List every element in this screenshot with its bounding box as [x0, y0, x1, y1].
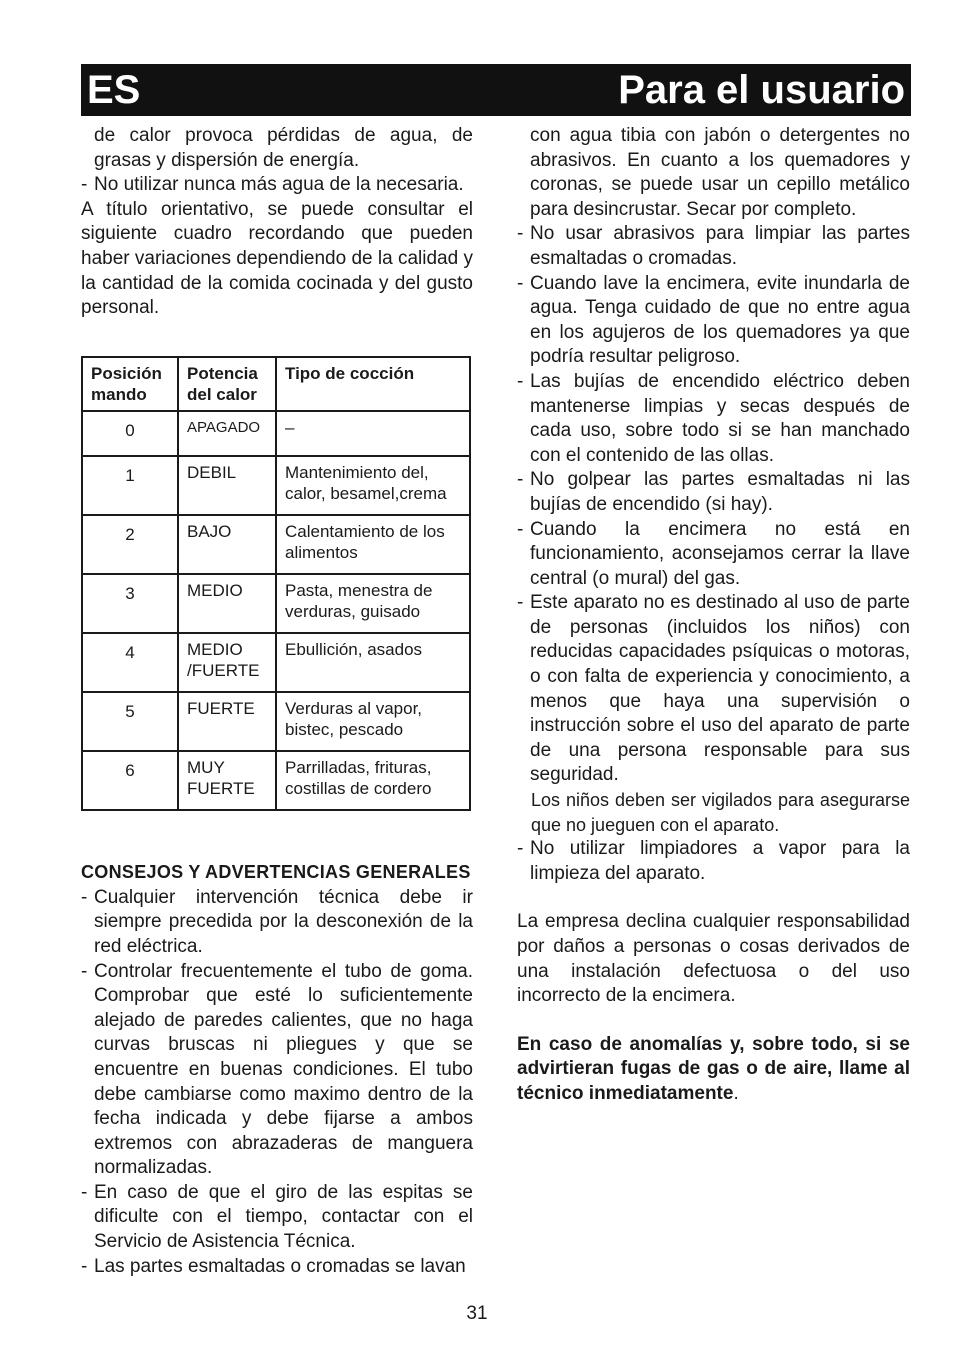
right-column [517, 124, 910, 1107]
paragraph: A título orientativo, se puede consultar el siguiente cuadro recordando que pueden haber variaciones dependiendo de la calidad y la cantidad de la comida cocinada y del gusto personal. [81, 198, 473, 319]
table-cell: DEBIL [178, 456, 276, 515]
table-cell: Verduras al vapor, bistec, pescado [276, 692, 470, 751]
table-cell: MEDIO [178, 574, 276, 633]
warning-period: . [733, 1082, 739, 1104]
table-row [82, 515, 470, 574]
paragraph: La empresa declina cualquier responsabilidad por daños a personas o cosas derivados de una instalación defectuosa o del uso incorrecto de la encimera. [517, 911, 910, 1007]
bullet-item: - Cualquier intervención técnica debe ir siempre precedida por la desconexión de la red eléctrica. [81, 886, 473, 957]
table-cell: 2 [82, 515, 178, 574]
note: Los niños deben ser vigilados para asegurarse que no jueguen con el aparato. [531, 790, 910, 835]
table-cell: 4 [82, 633, 178, 692]
left-column [81, 124, 473, 1279]
bullet-item: - No usar abrasivos para limpiar las partes esmaltadas o cromadas. [517, 223, 910, 269]
table-cell: MUY FUERTE [178, 751, 276, 810]
spacer [517, 1009, 910, 1033]
table-cell: – [276, 411, 470, 456]
table-cell: Calentamiento de los alimentos [276, 515, 470, 574]
table-cell: 5 [82, 692, 178, 751]
warning-text: En caso de anomalías y, sobre todo, si se advirtieran fugas de gas o de aire, llame al técnico inmediatamente [517, 1033, 910, 1104]
table-row [82, 633, 470, 692]
bullet-item: - En caso de que el giro de las espitas se dificulte con el tiempo, contactar con el Servicio de Asistencia Técnica. [81, 1181, 473, 1253]
bullet-item: - Las bujías de encendido eléctrico deben mantenerse limpias y secas después de cada uso, sobre todo si se han manchado con el contenido de las ollas. [517, 370, 910, 466]
table-row [82, 411, 470, 456]
bullet-item: - Cuando lave la encimera, evite inundarla de agua. Tenga cuidado de que no entre agua en los agujeros de los quemadores ya que podría resultar peligroso. [517, 272, 910, 368]
page-title: Para el usuario [618, 68, 905, 112]
column-header: Tipo de cocción [276, 357, 470, 411]
table-cell: Mantenimiento del, calor, besamel,crema [276, 456, 470, 515]
table-cell: MEDIO /FUERTE [178, 633, 276, 692]
column-header: Posición mando [82, 357, 178, 411]
table-cell: Ebullición, asados [276, 633, 470, 692]
table-row [82, 692, 470, 751]
table-cell: 3 [82, 574, 178, 633]
bullet-item: - Controlar frecuentemente el tubo de goma. Comprobar que esté lo suficientemente alejado de paredes calientes, que no haga curvas bruscas ni pliegues y que se encuentre en buenas condiciones. El tubo debe cambiarse como maximo dentro de la fecha indicada y debe fijarse a ambos extremos con abrazaderas de manguera normalizadas. [81, 960, 473, 1179]
bullet-item: - No utilizar limpiadores a vapor para la limpieza del aparato. [517, 838, 910, 884]
table-cell: 1 [82, 456, 178, 515]
paragraph: de calor provoca pérdidas de agua, de grasas y dispersión de energía. [94, 125, 473, 171]
table-cell: 0 [82, 411, 178, 456]
table-row [82, 456, 470, 515]
page-header [81, 64, 911, 116]
table-cell: Parrilladas, frituras, costillas de cordero [276, 751, 470, 810]
table-header-row [82, 357, 470, 411]
table-cell: 6 [82, 751, 178, 810]
bullet-item: - No golpear las partes esmaltadas ni las bujías de encendido (si hay). [517, 469, 910, 515]
bullet-item: - Cuando la encimera no está en funcionamiento, aconsejamos cerrar la llave central (o mural) del gas. [517, 518, 910, 589]
table-row [82, 574, 470, 633]
bullet-item: - Las partes esmaltadas o cromadas se lavan [81, 1255, 466, 1277]
language-code: ES [87, 68, 141, 112]
table-cell: APAGADO [178, 411, 276, 456]
bullet-item: - Este aparato no es destinado al uso de parte de personas (incluidos los niños) con reducidas capacidades psíquicas o motoras, o con falta de experiencia y conocimiento, a menos que haya una supervisión o instrucción sobre el uso del aparato de parte de una persona responsable para sus seguridad. [517, 592, 910, 786]
table-cell: Pasta, menestra de verduras, guisado [276, 574, 470, 633]
column-header: Potencia del calor [178, 357, 276, 411]
table-cell: BAJO [178, 515, 276, 574]
bullet-item: - No utilizar nunca más agua de la necesaria. [81, 174, 464, 196]
paragraph: con agua tibia con jabón o detergentes no abrasivos. En cuanto a los quemadores y coronas, se puede usar un cepillo metálico para desincrustar. Secar por completo. [530, 125, 910, 220]
table-row [82, 751, 470, 810]
page-number: 31 [466, 1303, 488, 1324]
table-cell: FUERTE [178, 692, 276, 751]
warning-paragraph [517, 1033, 910, 1107]
cooking-table [81, 356, 471, 811]
spacer [517, 886, 910, 910]
section-heading: CONSEJOS Y ADVERTENCIAS GENERALES [81, 861, 471, 882]
